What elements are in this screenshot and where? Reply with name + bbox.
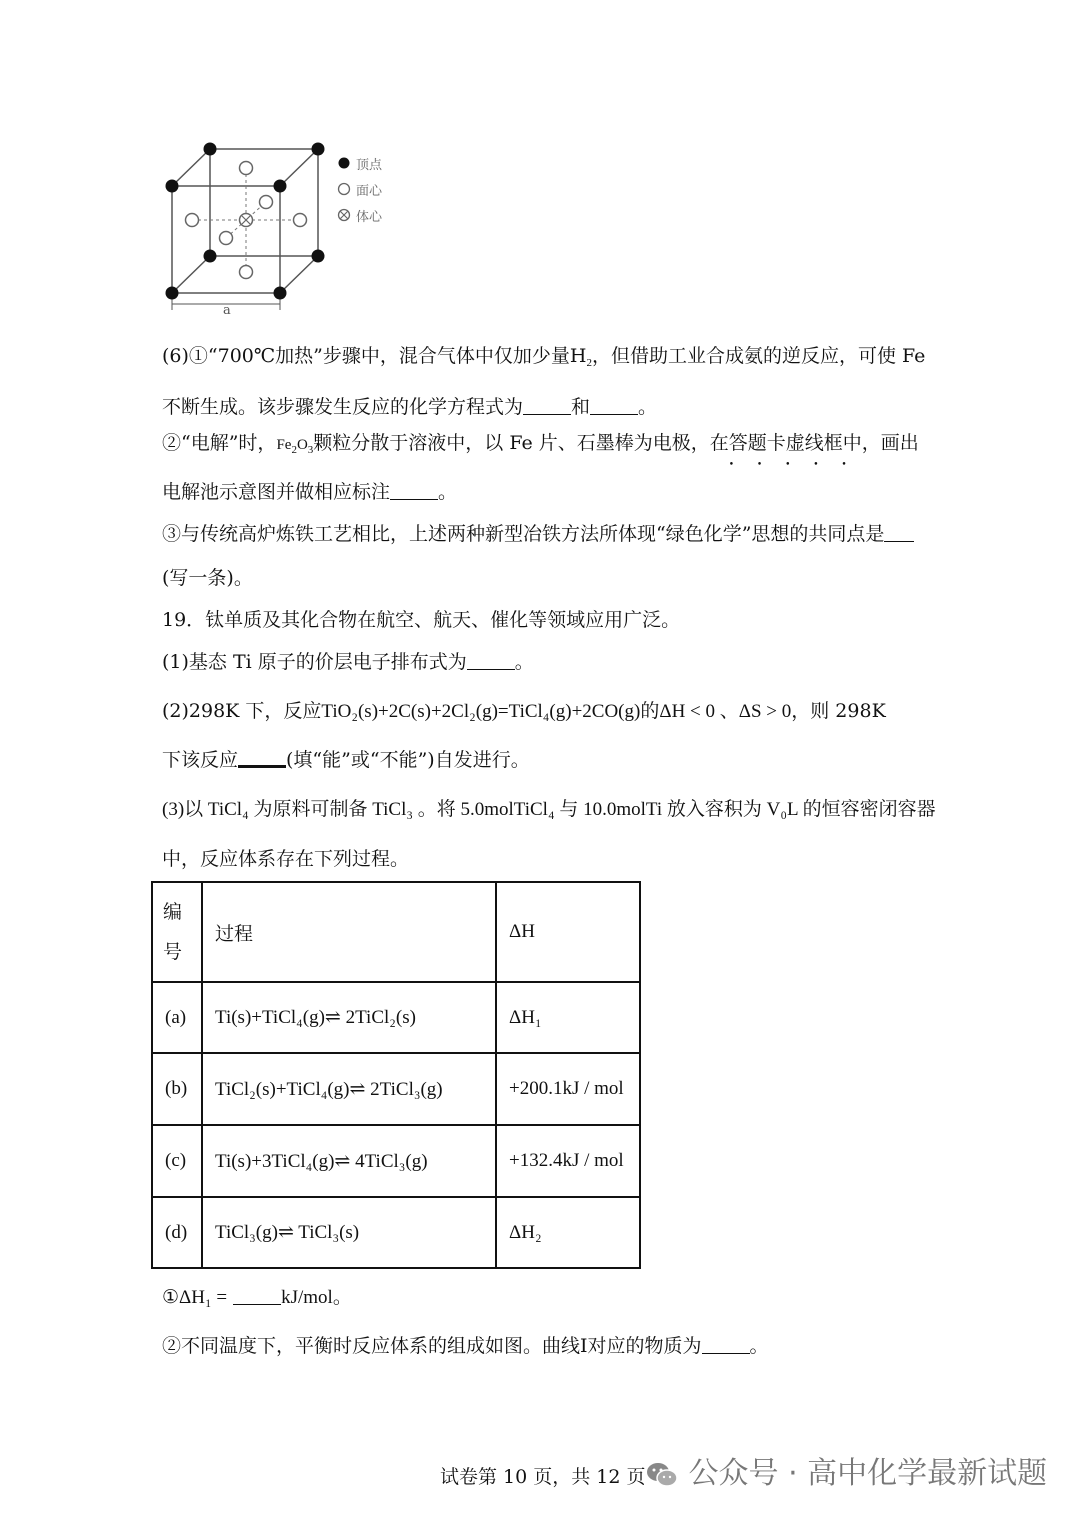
legend-face-center: 面心: [356, 184, 383, 199]
table-row: [152, 1125, 640, 1197]
q6-line2: 不断生成。该步骤发生反应的化学方程式为 和 。: [162, 396, 658, 418]
row-dh: +132.4kJ / mol: [496, 1125, 640, 1197]
answer-blank[interactable]: [590, 398, 638, 415]
answer-blank[interactable]: [702, 1337, 750, 1354]
q19-part2-line1: (2)298K 下，反应TiO₂(s)+2C(s)+2Cl₂(g)=TiCl₄(g)+2CO(g)的ΔH < 0 、ΔS > 0，则 298K: [162, 700, 886, 722]
q6-line5: ③与传统高炉炼铁工艺相比，上述两种新型冶铁方法所体现“绿色化学”思想的共同点是: [162, 521, 914, 547]
q19-part3-line2: 中，反应体系存在下列过程。: [162, 848, 410, 870]
answer-blank[interactable]: [233, 1288, 281, 1305]
table-row: [152, 1197, 640, 1268]
emphasized-text: 答题卡虚线框 • • •: [729, 432, 843, 454]
row-id: (b): [152, 1053, 202, 1125]
watermark: 公众号 · 高中化学最新试题: [645, 1448, 1047, 1492]
table-row: [152, 982, 640, 1053]
answer-blank[interactable]: [238, 749, 286, 768]
answer-blank[interactable]: [523, 398, 571, 415]
page-footer: 试卷第 10 页，共 12 页: [440, 1466, 646, 1488]
row-id: (d): [152, 1197, 202, 1268]
row-process: Ti(s)+3TiCl₄(g)⇌ 4TiCl₃(g): [202, 1125, 496, 1197]
row-dh: +200.1kJ / mol: [496, 1053, 640, 1125]
q6-line4: 电解池示意图并做相应标注 。: [162, 481, 458, 503]
row-process: TiCl₂(s)+TiCl₄(g)⇌ 2TiCl₃(g): [202, 1053, 496, 1125]
header-process: 过程: [202, 882, 496, 982]
row-dh: ΔH₂: [496, 1197, 640, 1268]
header-dh: ΔH: [496, 882, 640, 982]
q19-part1: (1)基态 Ti 原子的价层电子排布式为 。: [162, 651, 534, 673]
row-id: (a): [152, 982, 202, 1053]
row-dh: ΔH₁: [496, 982, 640, 1053]
q19-part3-line1: (3)以 TiCl₄ 为原料可制备 TiCl₃ 。将 5.0molTiCl₄ 与 10.0molTi 放入容积为 V₀L 的恒容密闭容器: [162, 799, 936, 820]
q19-answer2: ②不同温度下，平衡时反应体系的组成如图。曲线Ⅰ对应的物质为 。: [162, 1335, 769, 1357]
q19-answer1: ①ΔH₁ = kJ/mol。: [162, 1287, 352, 1308]
answer-blank[interactable]: [390, 483, 438, 500]
q6-line6: (写一条)。: [162, 567, 253, 589]
dimension-label: a: [223, 303, 231, 318]
header-id: 编号: [152, 882, 202, 982]
legend-body-center: 体心: [356, 210, 383, 225]
legend-vertex: 顶点: [356, 158, 383, 173]
q6-line3: ②“电解”时，$Fe_2O_3$颗粒分散于溶液中，以 Fe 片、石墨棒为电极，在答题卡虚线框 • • •中，画出: [162, 430, 919, 458]
table-header-row: [152, 882, 640, 982]
row-process: Ti(s)+TiCl₄(g)⇌ 2TiCl₂(s): [202, 982, 496, 1053]
answer-blank[interactable]: [467, 653, 515, 670]
q19-part2-line2: 下该反应 (填“能”或“不能”)自发进行。: [162, 749, 530, 771]
table-row: [152, 1053, 640, 1125]
process-table: [151, 881, 641, 1269]
q6-line1: (6)①“700℃加热”步骤中，混合气体中仅加少量$H_2$，但借助工业合成氨的逆反应，可使 Fe: [162, 345, 926, 369]
wechat-icon: [645, 1460, 679, 1490]
row-process: TiCl₃(g)⇌ TiCl₃(s): [202, 1197, 496, 1268]
q19-intro: 19．钛单质及其化合物在航空、航天、催化等领域应用广泛。: [162, 609, 681, 631]
row-id: (c): [152, 1125, 202, 1197]
answer-blank[interactable]: [884, 525, 914, 542]
